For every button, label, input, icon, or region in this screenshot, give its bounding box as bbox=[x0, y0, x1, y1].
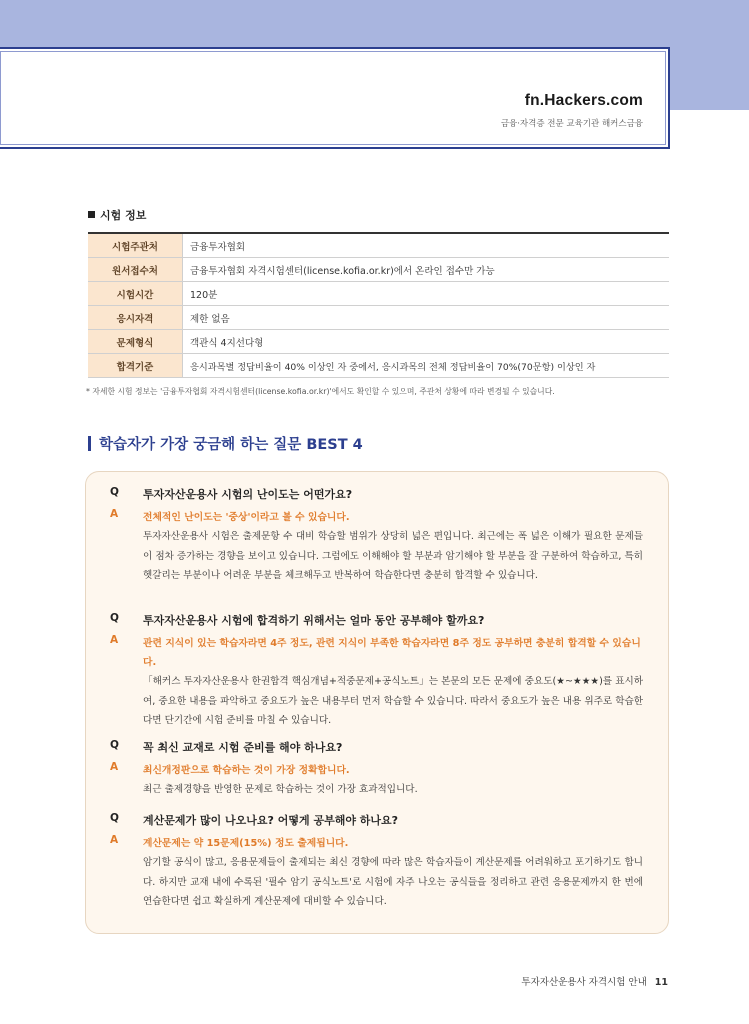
row-value: 금융투자협회 자격시험센터(license.kofia.or.kr)에서 온라인 접수만 가능 bbox=[183, 258, 670, 282]
question-text: 투자자산운용사 시험의 난이도는 어떤가요? bbox=[143, 488, 353, 501]
row-key: 시험주관처 bbox=[88, 233, 183, 258]
a-mark: A bbox=[110, 634, 119, 646]
table-row bbox=[88, 258, 669, 282]
row-value: 금융투자협회 bbox=[183, 233, 670, 258]
title-bar-icon bbox=[88, 436, 91, 451]
q-mark: Q bbox=[110, 739, 119, 751]
answer-body: 「해커스 투자자산운용사 한권합격 핵심개념+적중문제+공식노트」는 본문의 모든 문제에 중요도(★~★★★)를 표시하여, 중요한 내용을 파악하고 중요도가 높은 내용부터 먼저 학습할 수 있습니다. 따라서 중요도가 높은 내용 위주로 학습한다면 단기간에 시험 준비를 마칠 수 있습니다. bbox=[143, 676, 643, 726]
table-row bbox=[88, 330, 669, 354]
row-key: 문제형식 bbox=[88, 330, 183, 354]
exam-info-footnote: * 자세한 시험 정보는 '금융투자협회 자격시험센터(license.kofia.or.kr)'에서도 확인할 수 있으며, 주관처 상황에 따라 변경될 수 있습니다. bbox=[86, 387, 555, 396]
row-value: 120분 bbox=[183, 282, 670, 306]
question-text: 꼭 최신 교재로 시험 준비를 해야 하나요? bbox=[143, 741, 343, 754]
answer-body: 암기할 공식이 많고, 응용문제들이 출제되는 최신 경향에 따라 많은 학습자들이 계산문제를 어려워하고 포기하기도 합니다. 하지만 교재 내에 수록된 '필수 암기 공식노트'로 시험에 자주 나오는 공식들을 정리하고 관련 응용문제까지 한 번에 연습한다면 쉽고 확실하게 계산문제에 대비할 수 있습니다. bbox=[143, 857, 643, 907]
footer-label: 투자자산운용사 자격시험 안내 bbox=[521, 977, 647, 988]
table-row bbox=[88, 354, 669, 378]
row-key: 응시자격 bbox=[88, 306, 183, 330]
row-value: 제한 없음 bbox=[183, 306, 670, 330]
a-mark: A bbox=[110, 761, 119, 773]
answer-head: 계산문제는 약 15문제(15%) 정도 출제됩니다. bbox=[143, 838, 349, 849]
question-row bbox=[86, 612, 668, 628]
exam-info-table bbox=[88, 232, 669, 378]
answer-row bbox=[86, 508, 668, 586]
row-key: 원서접수처 bbox=[88, 258, 183, 282]
page-footer bbox=[521, 974, 668, 988]
answer-row bbox=[86, 634, 668, 731]
a-mark: A bbox=[110, 834, 119, 846]
faq-item bbox=[86, 612, 668, 731]
site-subtitle: 금융·자격증 전문 교육기관 해커스금융 bbox=[500, 119, 643, 129]
row-key: 시험시간 bbox=[88, 282, 183, 306]
answer-row bbox=[86, 761, 668, 800]
q-mark: Q bbox=[110, 486, 119, 498]
exam-info-title bbox=[88, 207, 146, 223]
answer-head: 최신개정판으로 학습하는 것이 가장 정확합니다. bbox=[143, 765, 350, 776]
table-row bbox=[88, 306, 669, 330]
question-row bbox=[86, 486, 668, 502]
faq-item bbox=[86, 739, 668, 800]
answer-head: 관련 지식이 있는 학습자라면 4주 정도, 관련 지식이 부족한 학습자라면 8주 정도 공부하면 충분히 합격할 수 있습니다. bbox=[143, 638, 641, 668]
square-bullet-icon bbox=[88, 211, 95, 218]
faq-box bbox=[85, 471, 669, 934]
page-number: 11 bbox=[654, 977, 668, 988]
row-key: 합격기준 bbox=[88, 354, 183, 378]
question-row bbox=[86, 812, 668, 828]
faq-title-text: 학습자가 가장 궁금해 하는 질문 BEST 4 bbox=[99, 437, 363, 453]
q-mark: Q bbox=[110, 612, 119, 624]
q-mark: Q bbox=[110, 812, 119, 824]
answer-body: 투자자산운용사 시험은 출제문항 수 대비 학습할 범위가 상당히 넓은 편입니다. 최근에는 폭 넓은 이해가 필요한 문제들이 점차 증가하는 경향을 보이고 있습니다. 그럼에도 이해해야 할 부분과 암기해야 할 부분을 잘 구분하여 학습하고, 특히 헷갈리는 부분이나 어려운 부분을 체크해두고 반복하여 학습한다면 충분히 합격할 수 있습니다. bbox=[143, 531, 643, 581]
answer-head: 전체적인 난이도는 '중상'이라고 볼 수 있습니다. bbox=[143, 512, 350, 523]
question-row bbox=[86, 739, 668, 755]
exam-info-title-text: 시험 정보 bbox=[100, 209, 147, 222]
faq-item bbox=[86, 812, 668, 912]
a-mark: A bbox=[110, 508, 119, 520]
answer-body: 최근 출제경향을 반영한 문제로 학습하는 것이 가장 효과적입니다. bbox=[143, 784, 418, 795]
row-value: 응시과목별 정답비율이 40% 이상인 자 중에서, 응시과목의 전체 정답비율이 70%(70문항) 이상인 자 bbox=[183, 354, 670, 378]
question-text: 계산문제가 많이 나오나요? 어떻게 공부해야 하나요? bbox=[143, 814, 399, 827]
row-value: 객관식 4지선다형 bbox=[183, 330, 670, 354]
site-name: fn.Hackers.com bbox=[524, 92, 643, 109]
answer-row bbox=[86, 834, 668, 912]
faq-title bbox=[88, 433, 363, 454]
faq-item bbox=[86, 486, 668, 586]
table-row bbox=[88, 233, 669, 258]
question-text: 투자자산운용사 시험에 합격하기 위해서는 얼마 동안 공부해야 할까요? bbox=[143, 614, 485, 627]
table-row bbox=[88, 282, 669, 306]
